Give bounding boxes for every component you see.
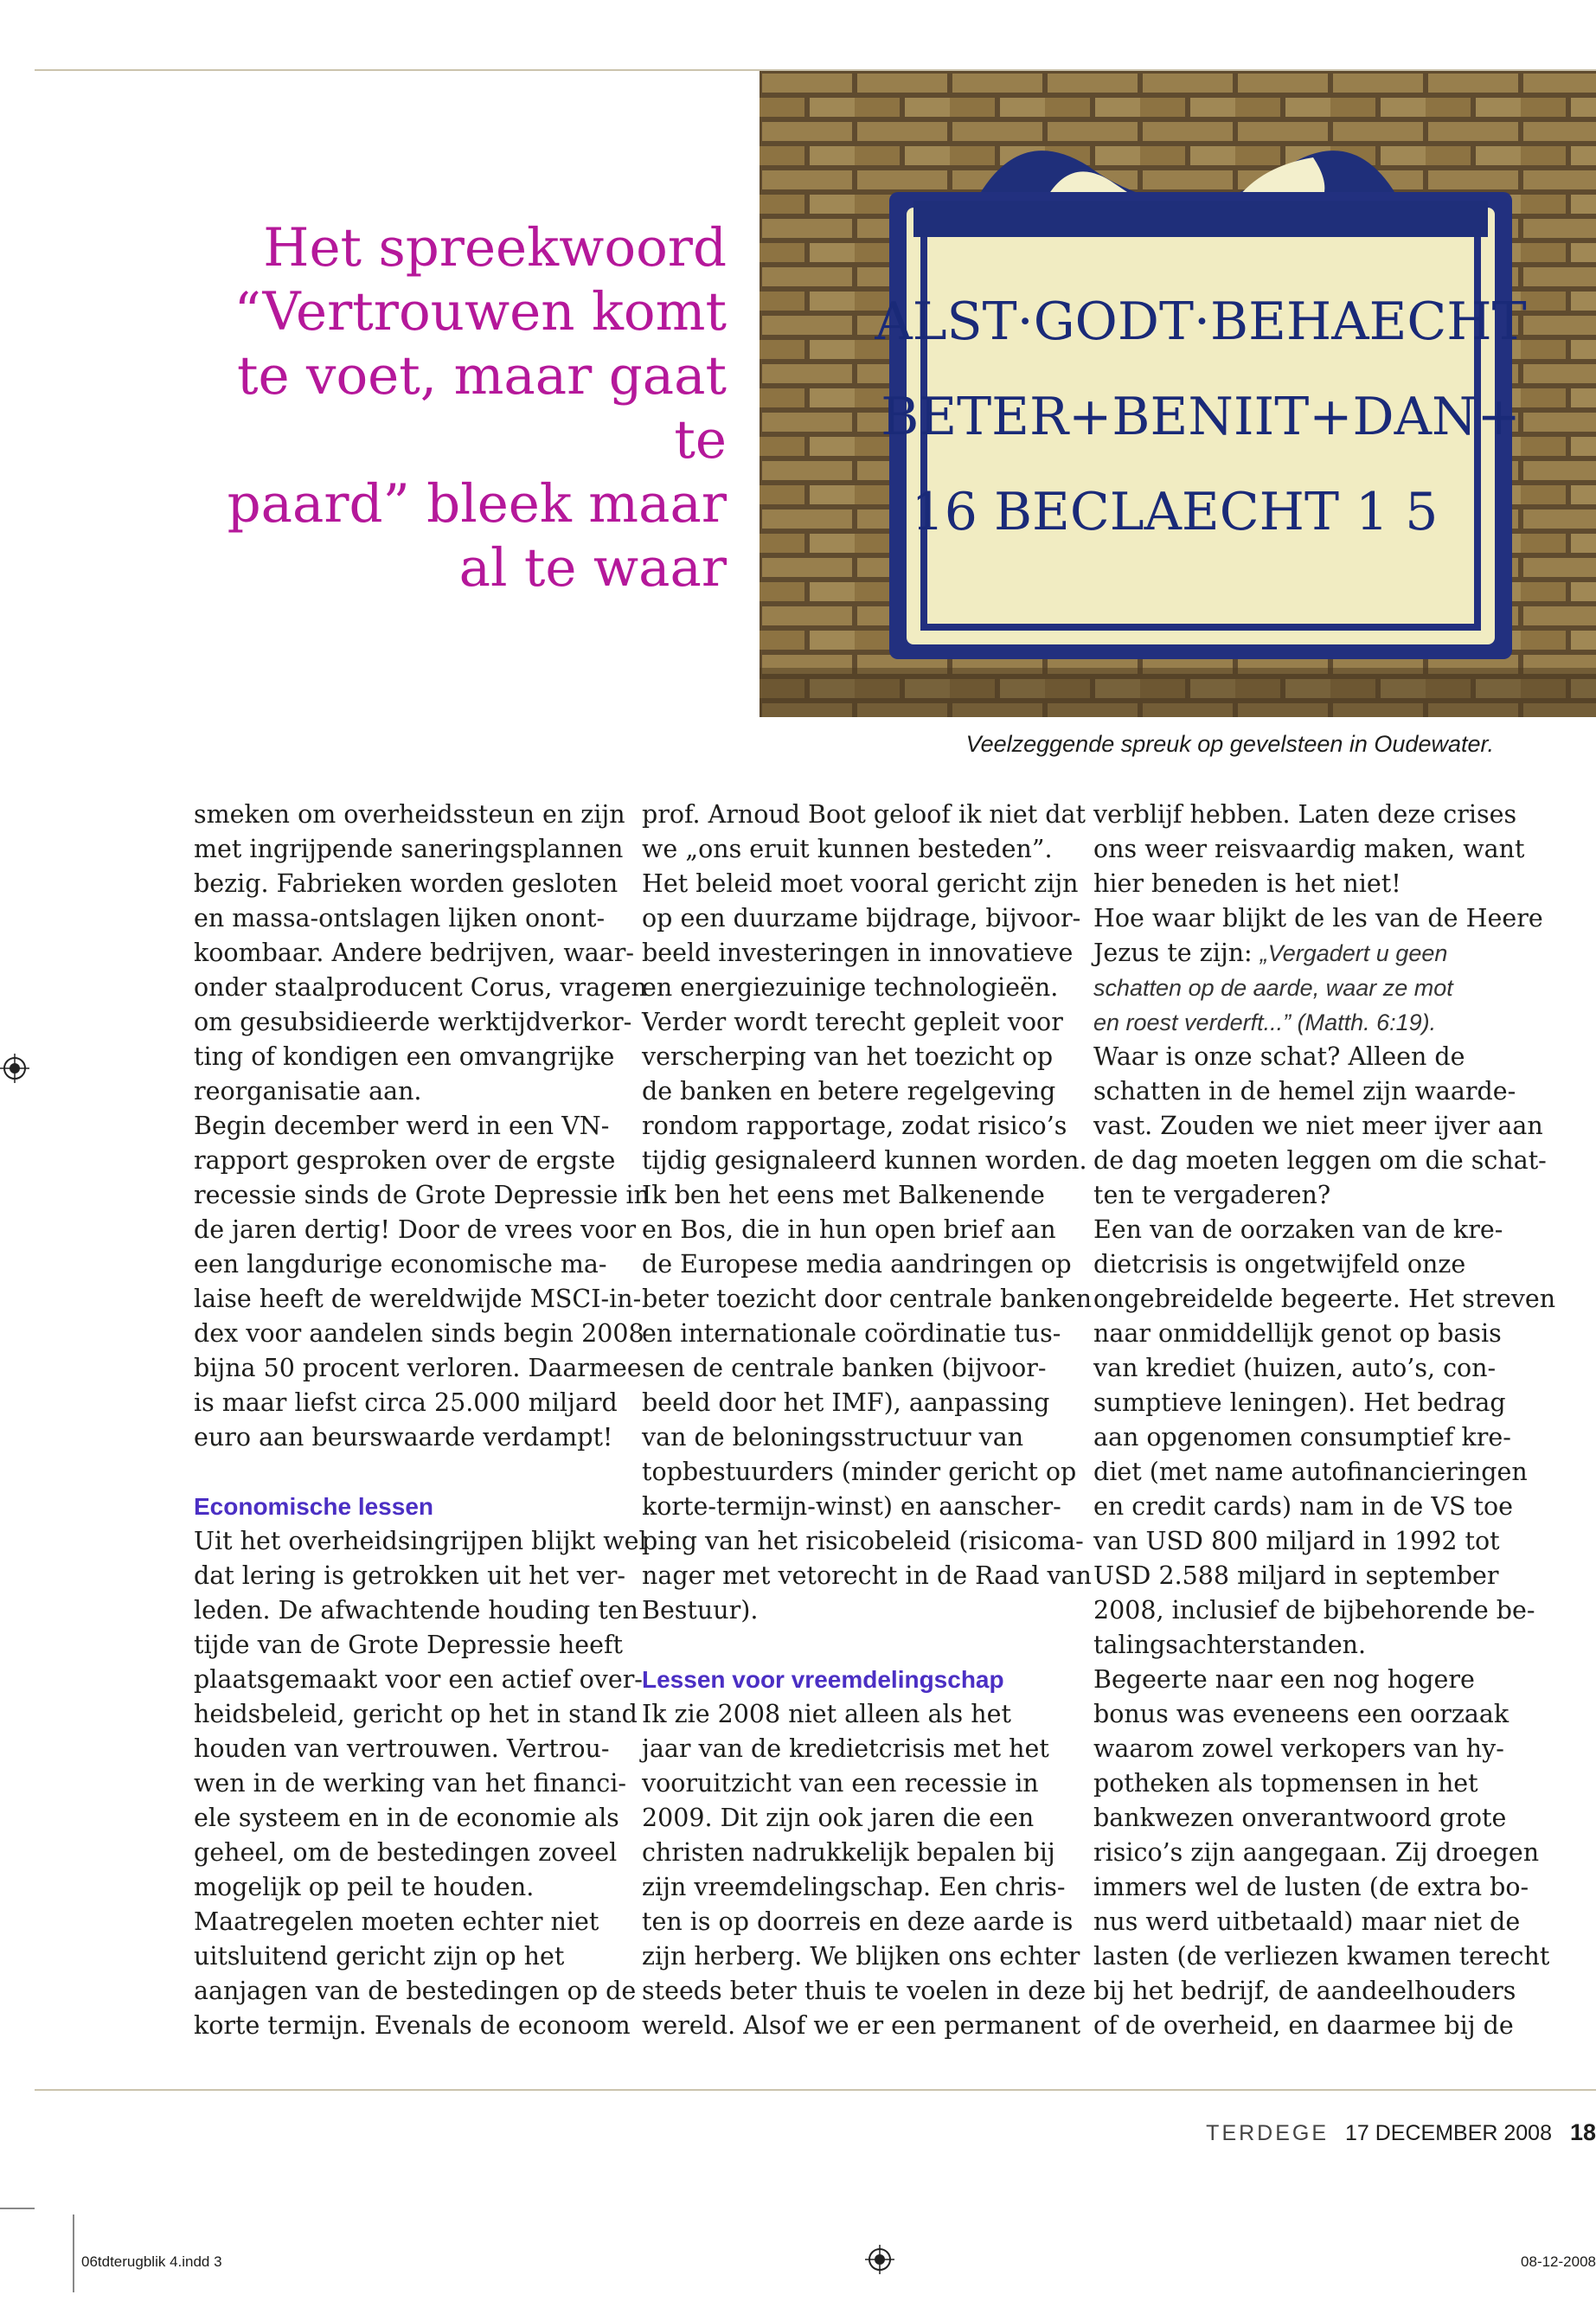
text-line: tijde van de Grote Depressie heeft xyxy=(194,1631,624,1659)
text-line: schatten op de aarde, waar ze mot xyxy=(1093,975,1453,1001)
text-line: Uit het overheidsingrijpen blijkt wel xyxy=(194,1527,647,1555)
text-line: vast. Zouden we niet meer ijver aan xyxy=(1093,1112,1543,1140)
text-line: korte-termijn-winst) en aanscher- xyxy=(642,1492,1061,1521)
bible-quote xyxy=(1093,971,1526,1040)
paragraph xyxy=(1093,1040,1556,2043)
text-line: talingsachterstanden. xyxy=(1093,1631,1367,1659)
text-line: Begin december werd in een VN- xyxy=(194,1112,610,1140)
text-line: ten te vergaderen? xyxy=(1093,1181,1331,1209)
text-line: heidsbeleid, gericht op het in stand xyxy=(194,1700,638,1728)
text-line: de dag moeten leggen om die schat- xyxy=(1093,1146,1547,1175)
text-line: en credit cards) nam in de VS toe xyxy=(1093,1492,1514,1521)
text-line: Bestuur). xyxy=(642,1596,759,1625)
text-line: rondom rapportage, zodat risico’s xyxy=(642,1112,1067,1140)
text-line: ten is op doorreis en deze aarde is xyxy=(642,1907,1074,1936)
stone-line-3: 16 BECLAECHT 1 5 xyxy=(911,482,1439,542)
article-column-3 xyxy=(1093,798,1556,2043)
text-line: hier beneden is het niet! xyxy=(1093,869,1401,898)
text-line: potheken als topmensen in het xyxy=(1093,1769,1478,1798)
pull-quote-line: “Vertrouwen komt xyxy=(234,281,727,343)
text-line: onder staalproducent Corus, vragen xyxy=(194,973,647,1002)
text-line: koombaar. Andere bedrijven, waar- xyxy=(194,939,635,967)
text-line: ons weer reisvaardig maken, want xyxy=(1093,835,1525,863)
text-line: Begeerte naar een nog hogere xyxy=(1093,1665,1475,1694)
text-line: aan opgenomen consumptief kre- xyxy=(1093,1423,1511,1452)
text-line: mogelijk op peil te houden. xyxy=(194,1873,535,1901)
article-column-1 xyxy=(194,798,650,2043)
bible-quote-start: „Vergadert u geen xyxy=(1259,940,1448,966)
text-line: met ingrijpende saneringsplannen xyxy=(194,835,624,863)
text-line: Waar is onze schat? Alleen de xyxy=(1093,1042,1465,1071)
text-line: steeds beter thuis te voelen in deze xyxy=(642,1977,1086,2005)
text-line: tijdig gesignaleerd kunnen worden. xyxy=(642,1146,1087,1175)
text-line: rapport gesproken over de ergste xyxy=(194,1146,616,1175)
text-line: korte termijn. Evenals de econoom xyxy=(194,2011,631,2040)
trim-mark xyxy=(73,2214,74,2292)
text-line: en Bos, die in hun open brief aan xyxy=(642,1215,1056,1244)
text-line: beeld investeringen in innovatieve xyxy=(642,939,1074,967)
text-line: euro aan beurswaarde verdampt! xyxy=(194,1423,613,1452)
text-line: bezig. Fabrieken worden gesloten xyxy=(194,869,619,898)
text-line: prof. Arnoud Boot geloof ik niet dat xyxy=(642,800,1086,829)
text-line: wen in de werking van het financi- xyxy=(194,1769,626,1798)
text-line: 2008, inclusief de bijbehorende be- xyxy=(1093,1596,1535,1625)
text-line: dex voor aandelen sinds begin 2008 xyxy=(194,1319,644,1348)
text-line: of de overheid, en daarmee bij de xyxy=(1093,2011,1514,2040)
text-line: om gesubsidieerde werktijdverkor- xyxy=(194,1008,632,1036)
text-line: bij het bedrijf, de aandeelhouders xyxy=(1093,1977,1516,2005)
text-line: beter toezicht door centrale banken xyxy=(642,1285,1093,1313)
text-line: zijn herberg. We blijken ons echter xyxy=(642,1942,1080,1971)
stone-line-2: BETER+BENIIT+DAN+ xyxy=(881,387,1521,447)
text-line: schatten in de hemel zijn waarde- xyxy=(1093,1077,1516,1106)
text-line: zijn vreemdelingschap. Een chris- xyxy=(642,1873,1066,1901)
text-line: vooruitzicht van een recessie in xyxy=(642,1769,1039,1798)
text-line-prefix: Jezus te zijn: xyxy=(1093,939,1260,967)
text-line: Ik zie 2008 niet alleen als het xyxy=(642,1700,1011,1728)
text-line: de banken en betere regelgeving xyxy=(642,1077,1056,1106)
photo-caption: Veelzeggende spreuk op gevelsteen in Oudewater. xyxy=(965,731,1494,757)
text-line: uitsluitend gericht zijn op het xyxy=(194,1942,565,1971)
text-line: beeld door het IMF), aanpassing xyxy=(642,1388,1050,1417)
text-line: Verder wordt terecht gepleit voor xyxy=(642,1008,1063,1036)
magazine-name: TERDEGE xyxy=(1206,2121,1330,2145)
text-line: van de beloningsstructuur van xyxy=(642,1423,1024,1452)
text-line: sen de centrale banken (bijvoor- xyxy=(642,1354,1047,1382)
text-line: wereld. Alsof we er een permanent xyxy=(642,2011,1081,2040)
text-line: recessie sinds de Grote Depressie in xyxy=(194,1181,650,1209)
article-column-2 xyxy=(642,798,1093,2043)
text-line: USD 2.588 miljard in september xyxy=(1093,1561,1499,1590)
text-line: van USD 800 miljard in 1992 tot xyxy=(1093,1527,1500,1555)
bottom-rule xyxy=(35,2089,1596,2091)
pull-quote-line: paard” bleek maar xyxy=(227,473,727,535)
text-line: laise heeft de wereldwijde MSCI-in- xyxy=(194,1285,642,1313)
text-line: verblijf hebben. Laten deze crises xyxy=(1093,800,1517,829)
text-line: sumptieve leningen). Het bedrag xyxy=(1093,1388,1506,1417)
text-line: immers wel de lusten (de extra bo- xyxy=(1093,1873,1529,1901)
text-line: en energiezuinige technologieën. xyxy=(642,973,1059,1002)
text-line: houden van vertrouwen. Vertrou- xyxy=(194,1734,610,1763)
text-line: leden. De afwachtende houding ten xyxy=(194,1596,638,1625)
paragraph xyxy=(642,1697,1086,2043)
text-line: en internationale coördinatie tus- xyxy=(642,1319,1061,1348)
text-line: een langdurige economische ma- xyxy=(194,1250,607,1279)
text-line: is maar liefst circa 25.000 miljard xyxy=(194,1388,618,1417)
registration-mark-icon xyxy=(865,2245,894,2274)
slug-date: 08-12-2008 xyxy=(1521,2253,1596,2270)
text-line: ele systeem en in de economie als xyxy=(194,1804,619,1832)
text-line: dietcrisis is ongetwijfeld onze xyxy=(1093,1250,1466,1279)
pull-quote xyxy=(225,216,727,600)
trim-mark xyxy=(0,2208,35,2209)
text-line: bonus was eveneens een oorzaak xyxy=(1093,1700,1509,1728)
text-line xyxy=(1093,936,1526,971)
text-line: christen nadrukkelijk bepalen bij xyxy=(642,1838,1055,1867)
paragraph xyxy=(194,1524,647,2043)
gable-stone-photo xyxy=(760,71,1596,717)
text-line: de jaren dertig! Door de vrees voor xyxy=(194,1215,637,1244)
page-footer xyxy=(1206,2119,1596,2146)
pull-quote-line: al te waar xyxy=(458,537,727,599)
text-line: verscherping van het toezicht op xyxy=(642,1042,1054,1071)
pull-quote-line: Het spreekwoord xyxy=(263,217,727,279)
text-line: topbestuurders (minder gericht op xyxy=(642,1458,1077,1486)
text-line: diet (met name autofinancieringen xyxy=(1093,1458,1528,1486)
text-line: en roest verderft...” (Matth. 6:19). xyxy=(1093,1009,1437,1035)
text-line: de Europese media aandringen op xyxy=(642,1250,1072,1279)
text-line: ping van het risicobeleid (risicoma- xyxy=(642,1527,1084,1555)
paragraph xyxy=(194,798,650,1455)
section-heading-economische-lessen: Economische lessen xyxy=(194,1493,434,1520)
text-line: risico’s zijn aangegaan. Zij droegen xyxy=(1093,1838,1540,1867)
text-line: 2009. Dit zijn ook jaren die een xyxy=(642,1804,1035,1832)
text-line: naar onmiddellijk genot op basis xyxy=(1093,1319,1502,1348)
text-line: dat lering is getrokken uit het ver- xyxy=(194,1561,626,1590)
text-line: we „ons eruit kunnen besteden”. xyxy=(642,835,1053,863)
paragraph xyxy=(1093,798,1543,936)
text-line: Het beleid moet vooral gericht zijn xyxy=(642,869,1079,898)
text-line: Een van de oorzaken van de kre- xyxy=(1093,1215,1503,1244)
paragraph xyxy=(642,798,1093,1628)
text-line: smeken om overheidssteun en zijn xyxy=(194,800,625,829)
issue-date: 17 DECEMBER 2008 xyxy=(1344,2121,1552,2145)
text-line: op een duurzame bijdrage, bijvoor- xyxy=(642,904,1081,933)
text-line: nager met vetorecht in de Raad van xyxy=(642,1561,1092,1590)
text-line: bankwezen onverantwoord grote xyxy=(1093,1804,1507,1832)
slug-filename: 06tdterugblik 4.indd 3 xyxy=(81,2253,222,2270)
text-line: Maatregelen moeten echter niet xyxy=(194,1907,599,1936)
text-line: Hoe waar blijkt de les van de Heere xyxy=(1093,904,1543,933)
text-line: plaatsgemaakt voor een actief over- xyxy=(194,1665,643,1694)
text-line: van krediet (huizen, auto’s, con- xyxy=(1093,1354,1497,1382)
text-line: Ik ben het eens met Balkenende xyxy=(642,1181,1045,1209)
text-line: waarom zowel verkopers van hy- xyxy=(1093,1734,1504,1763)
text-line: ongebreidelde begeerte. Het streven xyxy=(1093,1285,1556,1313)
text-line: geheel, om de bestedingen zoveel xyxy=(194,1838,618,1867)
stone-line-1: ALST·GODT·BEHAECHT xyxy=(875,292,1527,352)
page-number: 18 xyxy=(1569,2119,1596,2145)
text-line: lasten (de verliezen kwamen terecht xyxy=(1093,1942,1550,1971)
text-line: en massa-ontslagen lijken onont- xyxy=(194,904,606,933)
section-heading-vreemdelingschap: Lessen voor vreemdelingschap xyxy=(642,1666,1004,1693)
text-line: bijna 50 procent verloren. Daarmee xyxy=(194,1354,642,1382)
text-line: reorganisatie aan. xyxy=(194,1077,422,1106)
text-line: ting of kondigen een omvangrijke xyxy=(194,1042,615,1071)
text-line: aanjagen van de bestedingen op de xyxy=(194,1977,637,2005)
text-line: nus werd uitbetaald) maar niet de xyxy=(1093,1907,1521,1936)
pull-quote-line: te voet, maar gaat te xyxy=(236,345,727,471)
registration-mark-icon xyxy=(0,1054,29,1083)
text-line: jaar van de kredietcrisis met het xyxy=(642,1734,1049,1763)
